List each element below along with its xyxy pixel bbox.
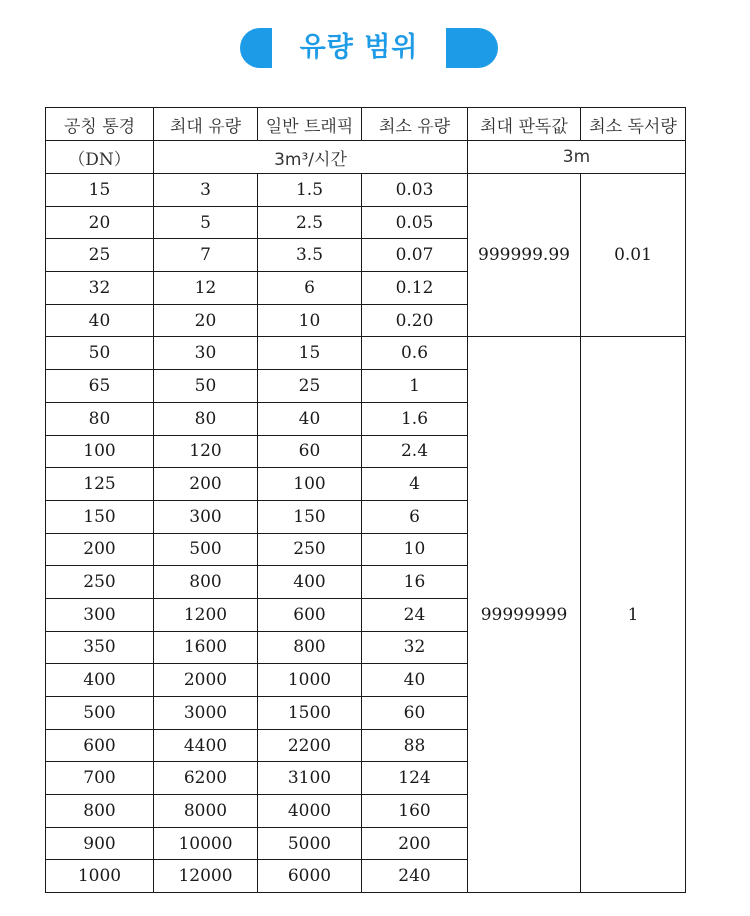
flow-range-table — [45, 107, 686, 893]
cell-dn: 150 — [46, 500, 154, 533]
header-min-flow: 최소 유량 — [362, 108, 468, 141]
cell-dn: 400 — [46, 664, 154, 697]
cell-normal-flow: 1000 — [258, 664, 362, 697]
cell-max-flow: 120 — [154, 435, 258, 468]
cell-normal-flow: 3100 — [258, 762, 362, 795]
cell-min-flow: 124 — [362, 762, 468, 795]
header-max-flow: 최대 유량 — [154, 108, 258, 141]
cell-min-flow: 16 — [362, 566, 468, 599]
cell-dn: 500 — [46, 697, 154, 730]
header-nominal-diameter: 공칭 통경 — [46, 108, 154, 141]
cell-min-flow: 1 — [362, 370, 468, 403]
cell-dn: 700 — [46, 762, 154, 795]
cell-dn: 80 — [46, 402, 154, 435]
banner-right-cap — [446, 28, 498, 68]
cell-min-flow: 0.03 — [362, 174, 468, 207]
cell-dn: 600 — [46, 729, 154, 762]
cell-normal-flow: 6000 — [258, 860, 362, 893]
cell-min-flow: 160 — [362, 795, 468, 828]
cell-dn: 1000 — [46, 860, 154, 893]
cell-max-flow: 300 — [154, 500, 258, 533]
cell-min-flow: 0.05 — [362, 206, 468, 239]
cell-normal-flow: 800 — [258, 631, 362, 664]
table-row — [46, 337, 686, 370]
cell-max-flow: 800 — [154, 566, 258, 599]
cell-dn: 25 — [46, 239, 154, 272]
cell-max-reading: 99999999 — [468, 337, 581, 893]
section-banner — [0, 28, 750, 70]
cell-min-flow: 60 — [362, 697, 468, 730]
cell-max-flow: 3000 — [154, 697, 258, 730]
cell-max-flow: 12 — [154, 272, 258, 305]
cell-dn: 32 — [46, 272, 154, 305]
cell-min-flow: 240 — [362, 860, 468, 893]
cell-max-flow: 80 — [154, 402, 258, 435]
cell-max-flow: 1200 — [154, 598, 258, 631]
cell-normal-flow: 60 — [258, 435, 362, 468]
cell-dn: 65 — [46, 370, 154, 403]
cell-max-flow: 12000 — [154, 860, 258, 893]
cell-normal-flow: 100 — [258, 468, 362, 501]
cell-max-flow: 6200 — [154, 762, 258, 795]
cell-normal-flow: 4000 — [258, 795, 362, 828]
header-normal-flow: 일반 트래픽 — [258, 108, 362, 141]
cell-max-flow: 2000 — [154, 664, 258, 697]
section-title: 유량 범위 — [299, 32, 419, 63]
unit-row — [46, 141, 686, 174]
cell-min-flow: 0.6 — [362, 337, 468, 370]
cell-dn: 50 — [46, 337, 154, 370]
cell-min-flow: 24 — [362, 598, 468, 631]
cell-normal-flow: 2200 — [258, 729, 362, 762]
cell-normal-flow: 400 — [258, 566, 362, 599]
cell-max-flow: 200 — [154, 468, 258, 501]
cell-min-flow: 40 — [362, 664, 468, 697]
cell-min-flow: 88 — [362, 729, 468, 762]
cell-min-flow: 0.20 — [362, 304, 468, 337]
cell-min-flow: 0.12 — [362, 272, 468, 305]
cell-normal-flow: 150 — [258, 500, 362, 533]
cell-min-flow: 200 — [362, 827, 468, 860]
cell-max-flow: 500 — [154, 533, 258, 566]
cell-normal-flow: 1500 — [258, 697, 362, 730]
unit-dn: （DN） — [46, 141, 154, 174]
cell-normal-flow: 3.5 — [258, 239, 362, 272]
cell-dn: 350 — [46, 631, 154, 664]
cell-normal-flow: 1.5 — [258, 174, 362, 207]
cell-min-flow: 4 — [362, 468, 468, 501]
cell-dn: 125 — [46, 468, 154, 501]
cell-min-flow: 6 — [362, 500, 468, 533]
cell-dn: 200 — [46, 533, 154, 566]
cell-min-flow: 0.07 — [362, 239, 468, 272]
cell-dn: 100 — [46, 435, 154, 468]
cell-dn: 900 — [46, 827, 154, 860]
cell-max-flow: 8000 — [154, 795, 258, 828]
cell-min-flow: 32 — [362, 631, 468, 664]
header-row — [46, 108, 686, 141]
cell-dn: 15 — [46, 174, 154, 207]
cell-min-reading: 1 — [581, 337, 686, 893]
unit-reading: 3m — [468, 141, 686, 174]
cell-min-reading: 0.01 — [581, 174, 686, 337]
banner-left-cap — [240, 28, 272, 68]
cell-normal-flow: 5000 — [258, 827, 362, 860]
cell-normal-flow: 15 — [258, 337, 362, 370]
cell-max-flow: 10000 — [154, 827, 258, 860]
cell-max-flow: 30 — [154, 337, 258, 370]
cell-dn: 20 — [46, 206, 154, 239]
cell-normal-flow: 2.5 — [258, 206, 362, 239]
cell-max-flow: 5 — [154, 206, 258, 239]
cell-normal-flow: 40 — [258, 402, 362, 435]
cell-normal-flow: 10 — [258, 304, 362, 337]
cell-max-flow: 50 — [154, 370, 258, 403]
cell-dn: 800 — [46, 795, 154, 828]
unit-flow: 3m³/시간 — [154, 141, 468, 174]
cell-min-flow: 1.6 — [362, 402, 468, 435]
header-min-reading: 최소 독서량 — [581, 108, 686, 141]
cell-max-flow: 20 — [154, 304, 258, 337]
cell-dn: 40 — [46, 304, 154, 337]
cell-normal-flow: 25 — [258, 370, 362, 403]
table-body — [46, 174, 686, 893]
cell-max-reading: 999999.99 — [468, 174, 581, 337]
cell-max-flow: 3 — [154, 174, 258, 207]
cell-dn: 300 — [46, 598, 154, 631]
header-max-reading: 최대 판독값 — [468, 108, 581, 141]
cell-normal-flow: 6 — [258, 272, 362, 305]
cell-max-flow: 1600 — [154, 631, 258, 664]
table-row — [46, 174, 686, 207]
cell-min-flow: 2.4 — [362, 435, 468, 468]
cell-normal-flow: 600 — [258, 598, 362, 631]
cell-min-flow: 10 — [362, 533, 468, 566]
cell-dn: 250 — [46, 566, 154, 599]
cell-normal-flow: 250 — [258, 533, 362, 566]
cell-max-flow: 7 — [154, 239, 258, 272]
cell-max-flow: 4400 — [154, 729, 258, 762]
